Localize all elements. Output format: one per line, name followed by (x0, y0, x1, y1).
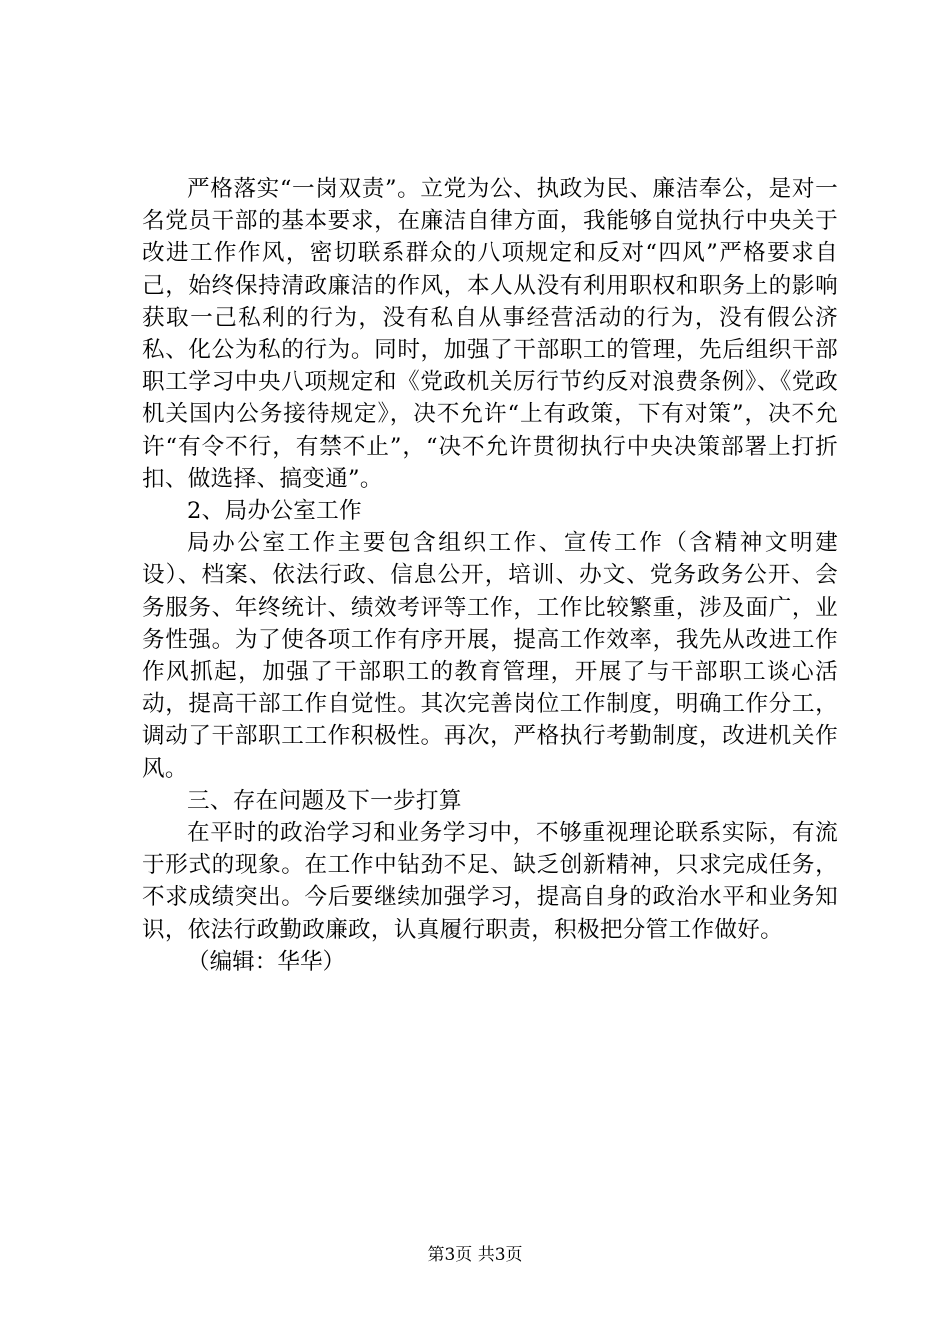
paragraph-problems: 在平时的政治学习和业务学习中，不够重视理论联系实际，有流于形式的现象。在工作中钻劲不足、缺乏创新精神，只求完成任务，不求成绩突出。今后要继续加强学习，提高自身的政治水平和业务知识，依法行政勤政廉政，认真履行职责，积极把分管工作做好。 (142, 820, 838, 943)
paragraph-yigang-shuangze: 严格落实“一岗双责”。立党为公、执政为民、廉洁奉公，是对一名党员干部的基本要求，在廉洁自律方面，我能够自觉执行中央关于改进工作作风，密切联系群众的八项规定和反对“四风”严格要求自己，始终保持清政廉洁的作风，本人从没有利用职权和职务上的影响获取一己私利的行为，没有私自从事经营活动的行为，没有假公济私、化公为私的行为。同时，加强了干部职工的管理，先后组织干部职工学习中央八项规定和《党政机关厉行节约反对浪费条例》、《党政机关国内公务接待规定》，决不允许“上有政策，下有对策”，决不允许“有令不行，有禁不止”，“决不允许贯彻执行中央决策部署上打折扣、做选择、搞变通”。 (142, 176, 838, 492)
page-number-footer: 第3页 共3页 (427, 1245, 523, 1265)
editor-note: （编辑：华华） (187, 948, 346, 975)
section-heading-office-work: 2、局办公室工作 (187, 498, 362, 525)
paragraph-office-work: 局办公室工作主要包含组织工作、宣传工作（含精神文明建设）、档案、依法行政、信息公开，培训、办文、党务政务公开、会务服务、年终统计、绩效考评等工作，工作比较繁重，涉及面广，业务性强。为了使各项工作有序开展，提高工作效率，我先从改进工作作风抓起，加强了干部职工的教育管理，开展了与干部职工谈心活动，提高干部工作自觉性。其次完善岗位工作制度，明确工作分工，调动了干部职工工作积极性。再次，严格执行考勤制度，改进机关作风。 (142, 530, 838, 782)
section-heading-problems: 三、存在问题及下一步打算 (187, 787, 462, 814)
document-body (142, 173, 838, 978)
